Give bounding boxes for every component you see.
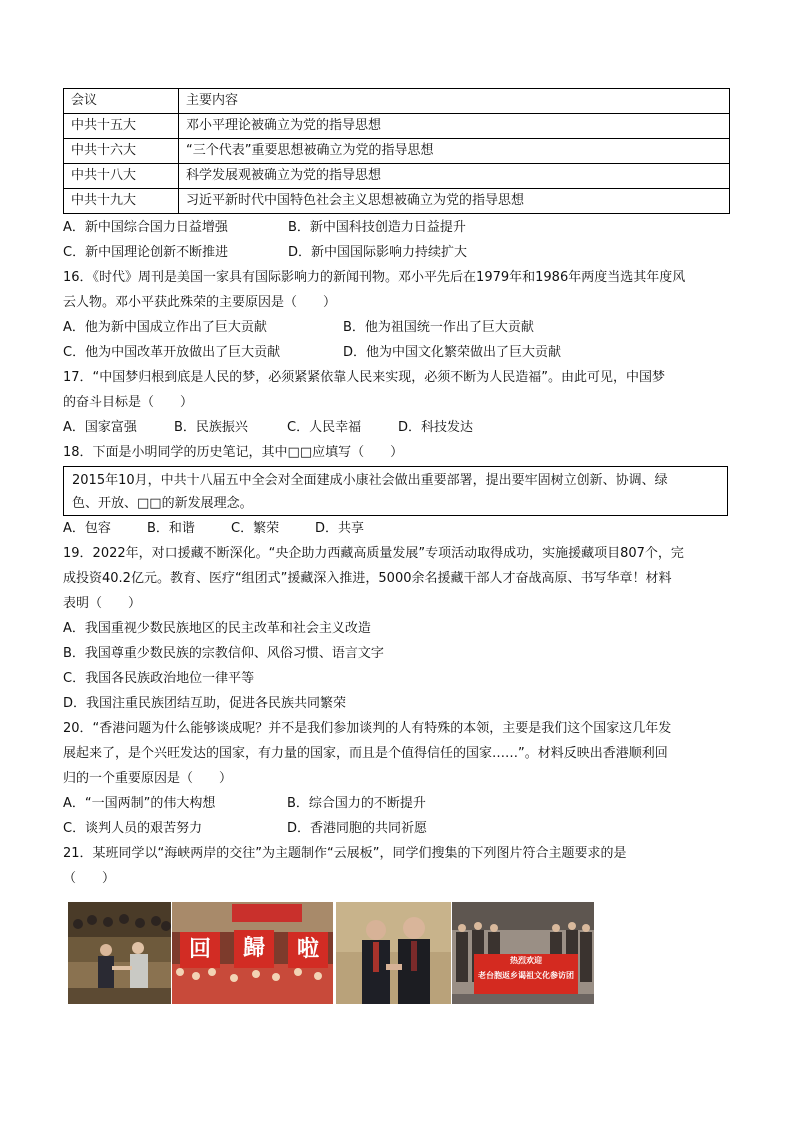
note-line2: 色、开放、□□的新发展理念。	[72, 496, 253, 511]
q16-option-a: A．他为新中国成立作出了巨大贡献	[63, 320, 267, 335]
photo-return-celebration	[172, 902, 333, 1004]
banner-text: 老台胞返乡谒祖文化参访团	[478, 971, 574, 980]
table-cell: “三个代表”重要思想被确立为党的指导思想	[179, 139, 730, 164]
congress-table	[63, 88, 730, 214]
q19-option-c: C．我国各民族政治地位一律平等	[63, 671, 255, 686]
photo-handshake-talks	[68, 902, 171, 1004]
q19-stem-line1: 19．2022年，对口援藏不断深化。“央企助力西藏高质量发展”专项活动取得成功，实施援藏项目807个，完	[63, 546, 684, 561]
q20-stem-line3: 归的一个重要原因是（ ）	[63, 771, 233, 786]
q17-stem-line1: 17．“中国梦归根到底是人民的梦，必须紧紧依靠人民来实现，必须不断为人民造福”。由此可见，中国梦	[63, 370, 666, 385]
photo-leaders-meeting	[336, 902, 451, 1004]
history-note-box	[63, 466, 728, 516]
q20-option-a: A．“一国两制”的伟大构想	[63, 796, 216, 811]
table-cell: 中共十五大	[64, 114, 179, 139]
q17-option-a: A．国家富强	[63, 420, 137, 435]
table-cell: 中共十八大	[64, 164, 179, 189]
q19-option-b: B．我国尊重少数民族的宗教信仰、风俗习惯、语言文字	[63, 646, 384, 661]
table-cell: 科学发展观被确立为党的指导思想	[179, 164, 730, 189]
q19-option-d: D．我国注重民族团结互助，促进各民族共同繁荣	[63, 696, 347, 711]
q16-stem-line1: 16．《时代》周刊是美国一家具有国际影响力的新闻刊物。邓小平先后在1979年和1986年两度当选其年度风	[63, 270, 686, 285]
photo-leaders-meeting-image	[336, 902, 451, 1004]
table-header-cell: 会议	[64, 89, 179, 114]
q18-option-c: C．繁荣	[231, 521, 280, 536]
q20-option-b: B．综合国力的不断提升	[287, 796, 426, 811]
table-header-row	[64, 89, 730, 114]
photo-welcome-banner	[452, 902, 594, 1004]
table-cell: 中共十六大	[64, 139, 179, 164]
q19-stem-line2: 成投资40.2亿元。教育、医疗“组团式”援藏深入推进，5000余名援藏干部人才奋战高原、书写华章！材料	[63, 571, 672, 586]
note-line1: 2015年10月，中共十八届五中全会对全面建成小康社会做出重要部署，提出要牢固树立创新、协调、绿	[72, 473, 668, 488]
table-cell: 习近平新时代中国特色社会主义思想被确立为党的指导思想	[179, 189, 730, 214]
q21-stem-line1: 21．某班同学以“海峡两岸的交往”为主题制作“云展板”，同学们搜集的下列图片符合主题要求的是	[63, 846, 627, 861]
q20-option-c: C．谈判人员的艰苦努力	[63, 821, 203, 836]
q20-stem-line1: 20．“香港问题为什么能够谈成呢？并不是我们参加谈判的人有特殊的本领，主要是我们这个国家这几年发	[63, 721, 672, 736]
table-cell: 邓小平理论被确立为党的指导思想	[179, 114, 730, 139]
photo-welcome-banner-image	[452, 902, 594, 1004]
sign-char-2: 歸	[242, 936, 265, 961]
banner-title: 热烈欢迎	[510, 956, 542, 965]
q16-option-c: C．他为中国改革开放做出了巨大贡献	[63, 345, 281, 360]
q15-option-a: A．新中国综合国力日益增强	[63, 220, 228, 235]
table-row	[64, 164, 730, 189]
q17-option-b: B．民族振兴	[174, 420, 248, 435]
q15-option-b: B．新中国科技创造力日益提升	[288, 220, 466, 235]
q18-stem: 18．下面是小明同学的历史笔记，其中□□应填写（ ）	[63, 445, 404, 460]
table-row	[64, 189, 730, 214]
q17-option-d: D．科技发达	[398, 420, 474, 435]
q15-option-d: D．新中国国际影响力持续扩大	[288, 245, 468, 260]
q17-option-c: C．人民幸福	[287, 420, 362, 435]
q21-photo-strip	[68, 902, 594, 1004]
q17-stem-line2: 的奋斗目标是（ ）	[63, 395, 194, 410]
sign-char-3: 啦	[296, 937, 319, 962]
q16-option-d: D．他为中国文化繁荣做出了巨大贡献	[343, 345, 562, 360]
table-row	[64, 139, 730, 164]
sign-char-1: 回	[188, 937, 211, 962]
q18-option-a: A．包容	[63, 521, 111, 536]
q15-option-c: C．新中国理论创新不断推进	[63, 245, 229, 260]
photo-handshake-talks-image	[68, 902, 171, 1004]
table-cell: 中共十九大	[64, 189, 179, 214]
table-row	[64, 114, 730, 139]
q20-option-d: D．香港同胞的共同祈愿	[287, 821, 428, 836]
q20-stem-line2: 展起来了，是个兴旺发达的国家，有力量的国家，而且是个值得信任的国家……”。材料反映出香港顺利回	[63, 746, 668, 761]
q16-option-b: B．他为祖国统一作出了巨大贡献	[343, 320, 534, 335]
q19-stem-line3: 表明（ ）	[63, 596, 142, 611]
q19-option-a: A．我国重视少数民族地区的民主改革和社会主义改造	[63, 621, 371, 636]
q16-stem-line2: 云人物。邓小平获此殊荣的主要原因是（ ）	[63, 295, 337, 310]
q18-option-b: B．和谐	[147, 521, 195, 536]
q18-option-d: D．共享	[315, 521, 365, 536]
q21-stem-line2: （ ）	[63, 871, 116, 886]
table-header-cell: 主要内容	[179, 89, 730, 114]
